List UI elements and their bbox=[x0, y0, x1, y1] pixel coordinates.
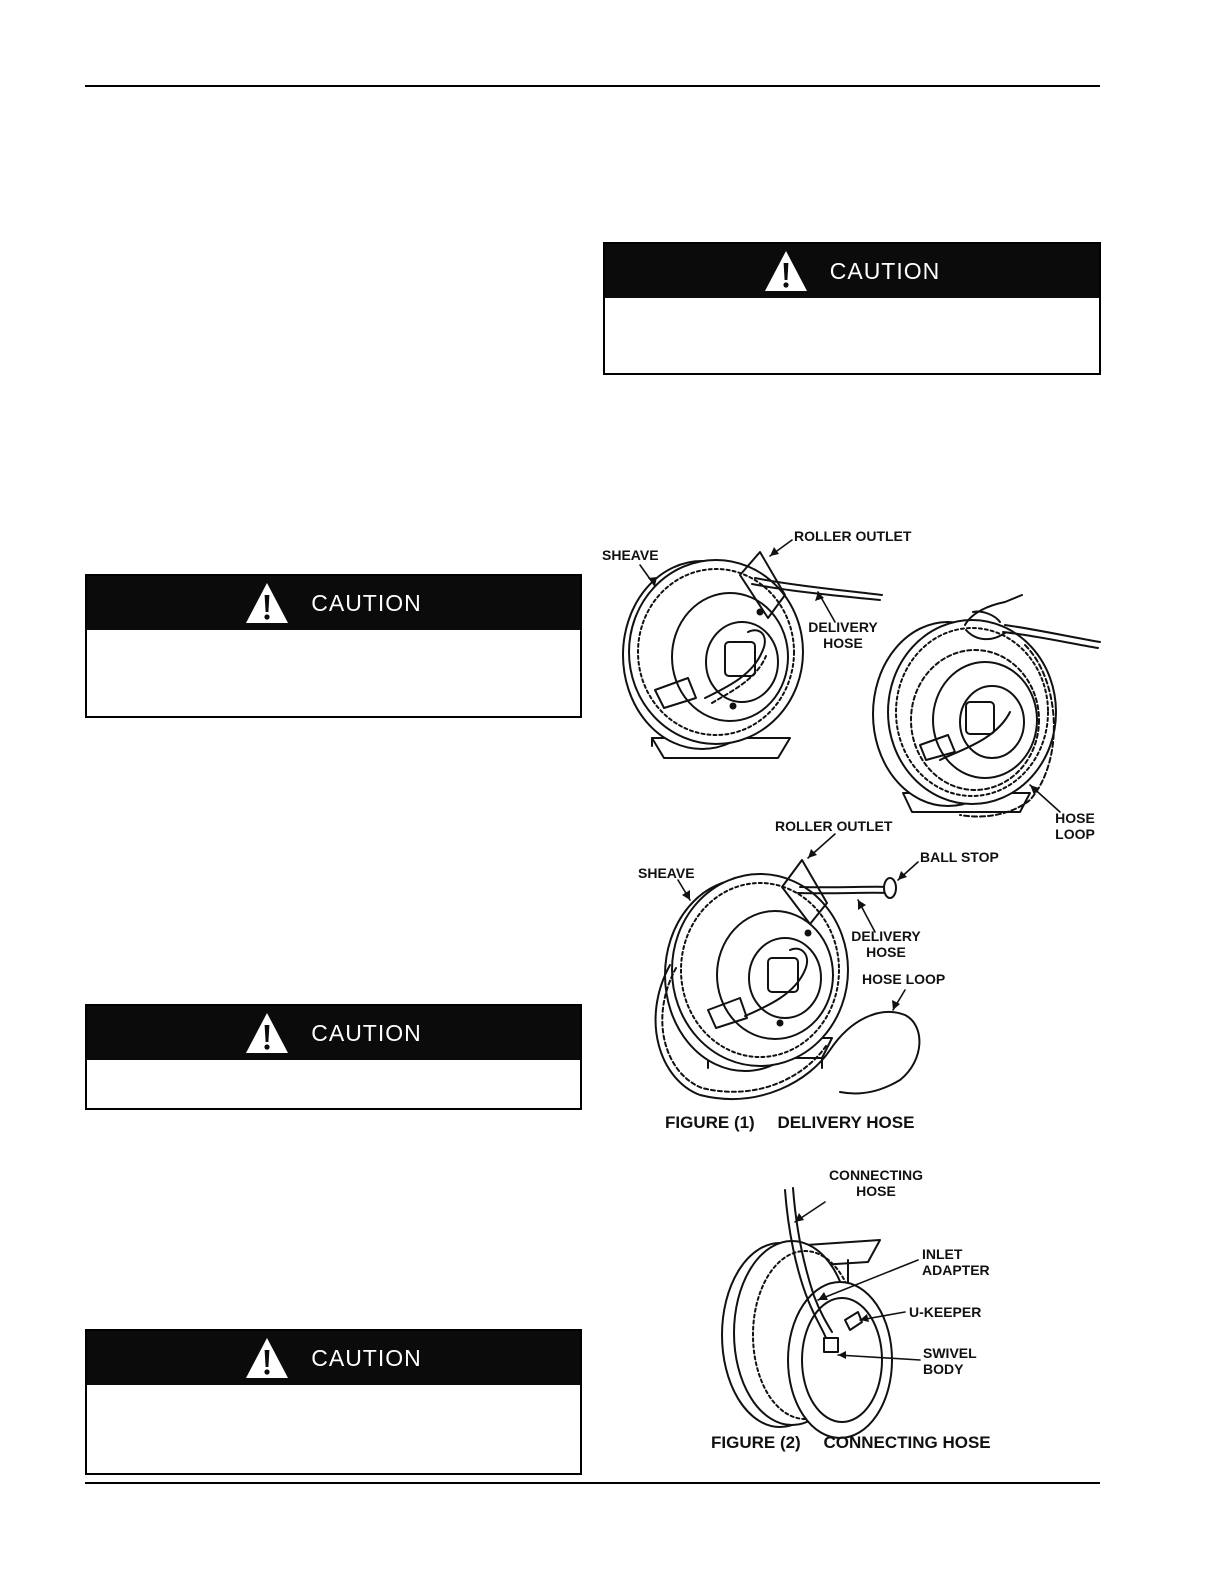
label-delivery-hose bbox=[804, 619, 882, 651]
label-delivery-hose-line2: HOSE bbox=[823, 635, 863, 651]
label-swivel-body-line2: BODY bbox=[923, 1361, 964, 1377]
figure1-caption-title: DELIVERY HOSE bbox=[777, 1113, 915, 1132]
figure2-caption-number: FIGURE (2) bbox=[711, 1433, 801, 1452]
label-connecting-hose-line2: HOSE bbox=[856, 1183, 896, 1199]
label-swivel-body-line1: SWIVEL bbox=[923, 1345, 977, 1361]
caution-title: CAUTION bbox=[311, 1344, 422, 1371]
label-sheave: SHEAVE bbox=[638, 865, 695, 881]
reel-a-drawing bbox=[623, 552, 882, 758]
label-roller-outlet: ROLLER OUTLET bbox=[775, 818, 893, 834]
label-connecting-hose-line1: CONNECTING bbox=[828, 1167, 924, 1183]
caution-title: CAUTION bbox=[311, 1019, 422, 1046]
label-hose-loop: HOSE LOOP bbox=[862, 971, 946, 987]
label-delivery-hose-line1: DELIVERY bbox=[808, 619, 878, 635]
reel-d-drawing bbox=[722, 1188, 892, 1438]
figure2-caption bbox=[711, 1433, 991, 1453]
label-inlet-adapter-line1: INLET bbox=[922, 1246, 963, 1262]
figure1-caption bbox=[665, 1113, 914, 1133]
label-ball-stop: BALL STOP bbox=[920, 849, 999, 865]
label-delivery-hose-line1: DELIVERY bbox=[851, 928, 921, 944]
label-u-keeper: U-KEEPER bbox=[909, 1304, 982, 1320]
label-roller-outlet: ROLLER OUTLET bbox=[794, 528, 912, 544]
figure2-caption-title: CONNECTING HOSE bbox=[823, 1433, 991, 1452]
label-swivel-body bbox=[923, 1345, 977, 1377]
figure1-caption-number: FIGURE (1) bbox=[665, 1113, 755, 1132]
label-inlet-adapter-line2: ADAPTER bbox=[922, 1262, 990, 1278]
label-hose-loop-line1: HOSE bbox=[1055, 810, 1095, 826]
label-hose-loop-line2: LOOP bbox=[1055, 826, 1095, 842]
label-delivery-hose-line2: HOSE bbox=[866, 944, 906, 960]
label-delivery-hose bbox=[846, 928, 926, 960]
reel-b-drawing bbox=[873, 595, 1100, 817]
caution-title: CAUTION bbox=[311, 589, 422, 616]
label-hose-loop bbox=[1050, 810, 1100, 842]
caution-title: CAUTION bbox=[829, 257, 941, 284]
label-sheave: SHEAVE bbox=[602, 547, 659, 563]
label-connecting-hose bbox=[822, 1167, 930, 1199]
label-inlet-adapter bbox=[922, 1246, 990, 1278]
